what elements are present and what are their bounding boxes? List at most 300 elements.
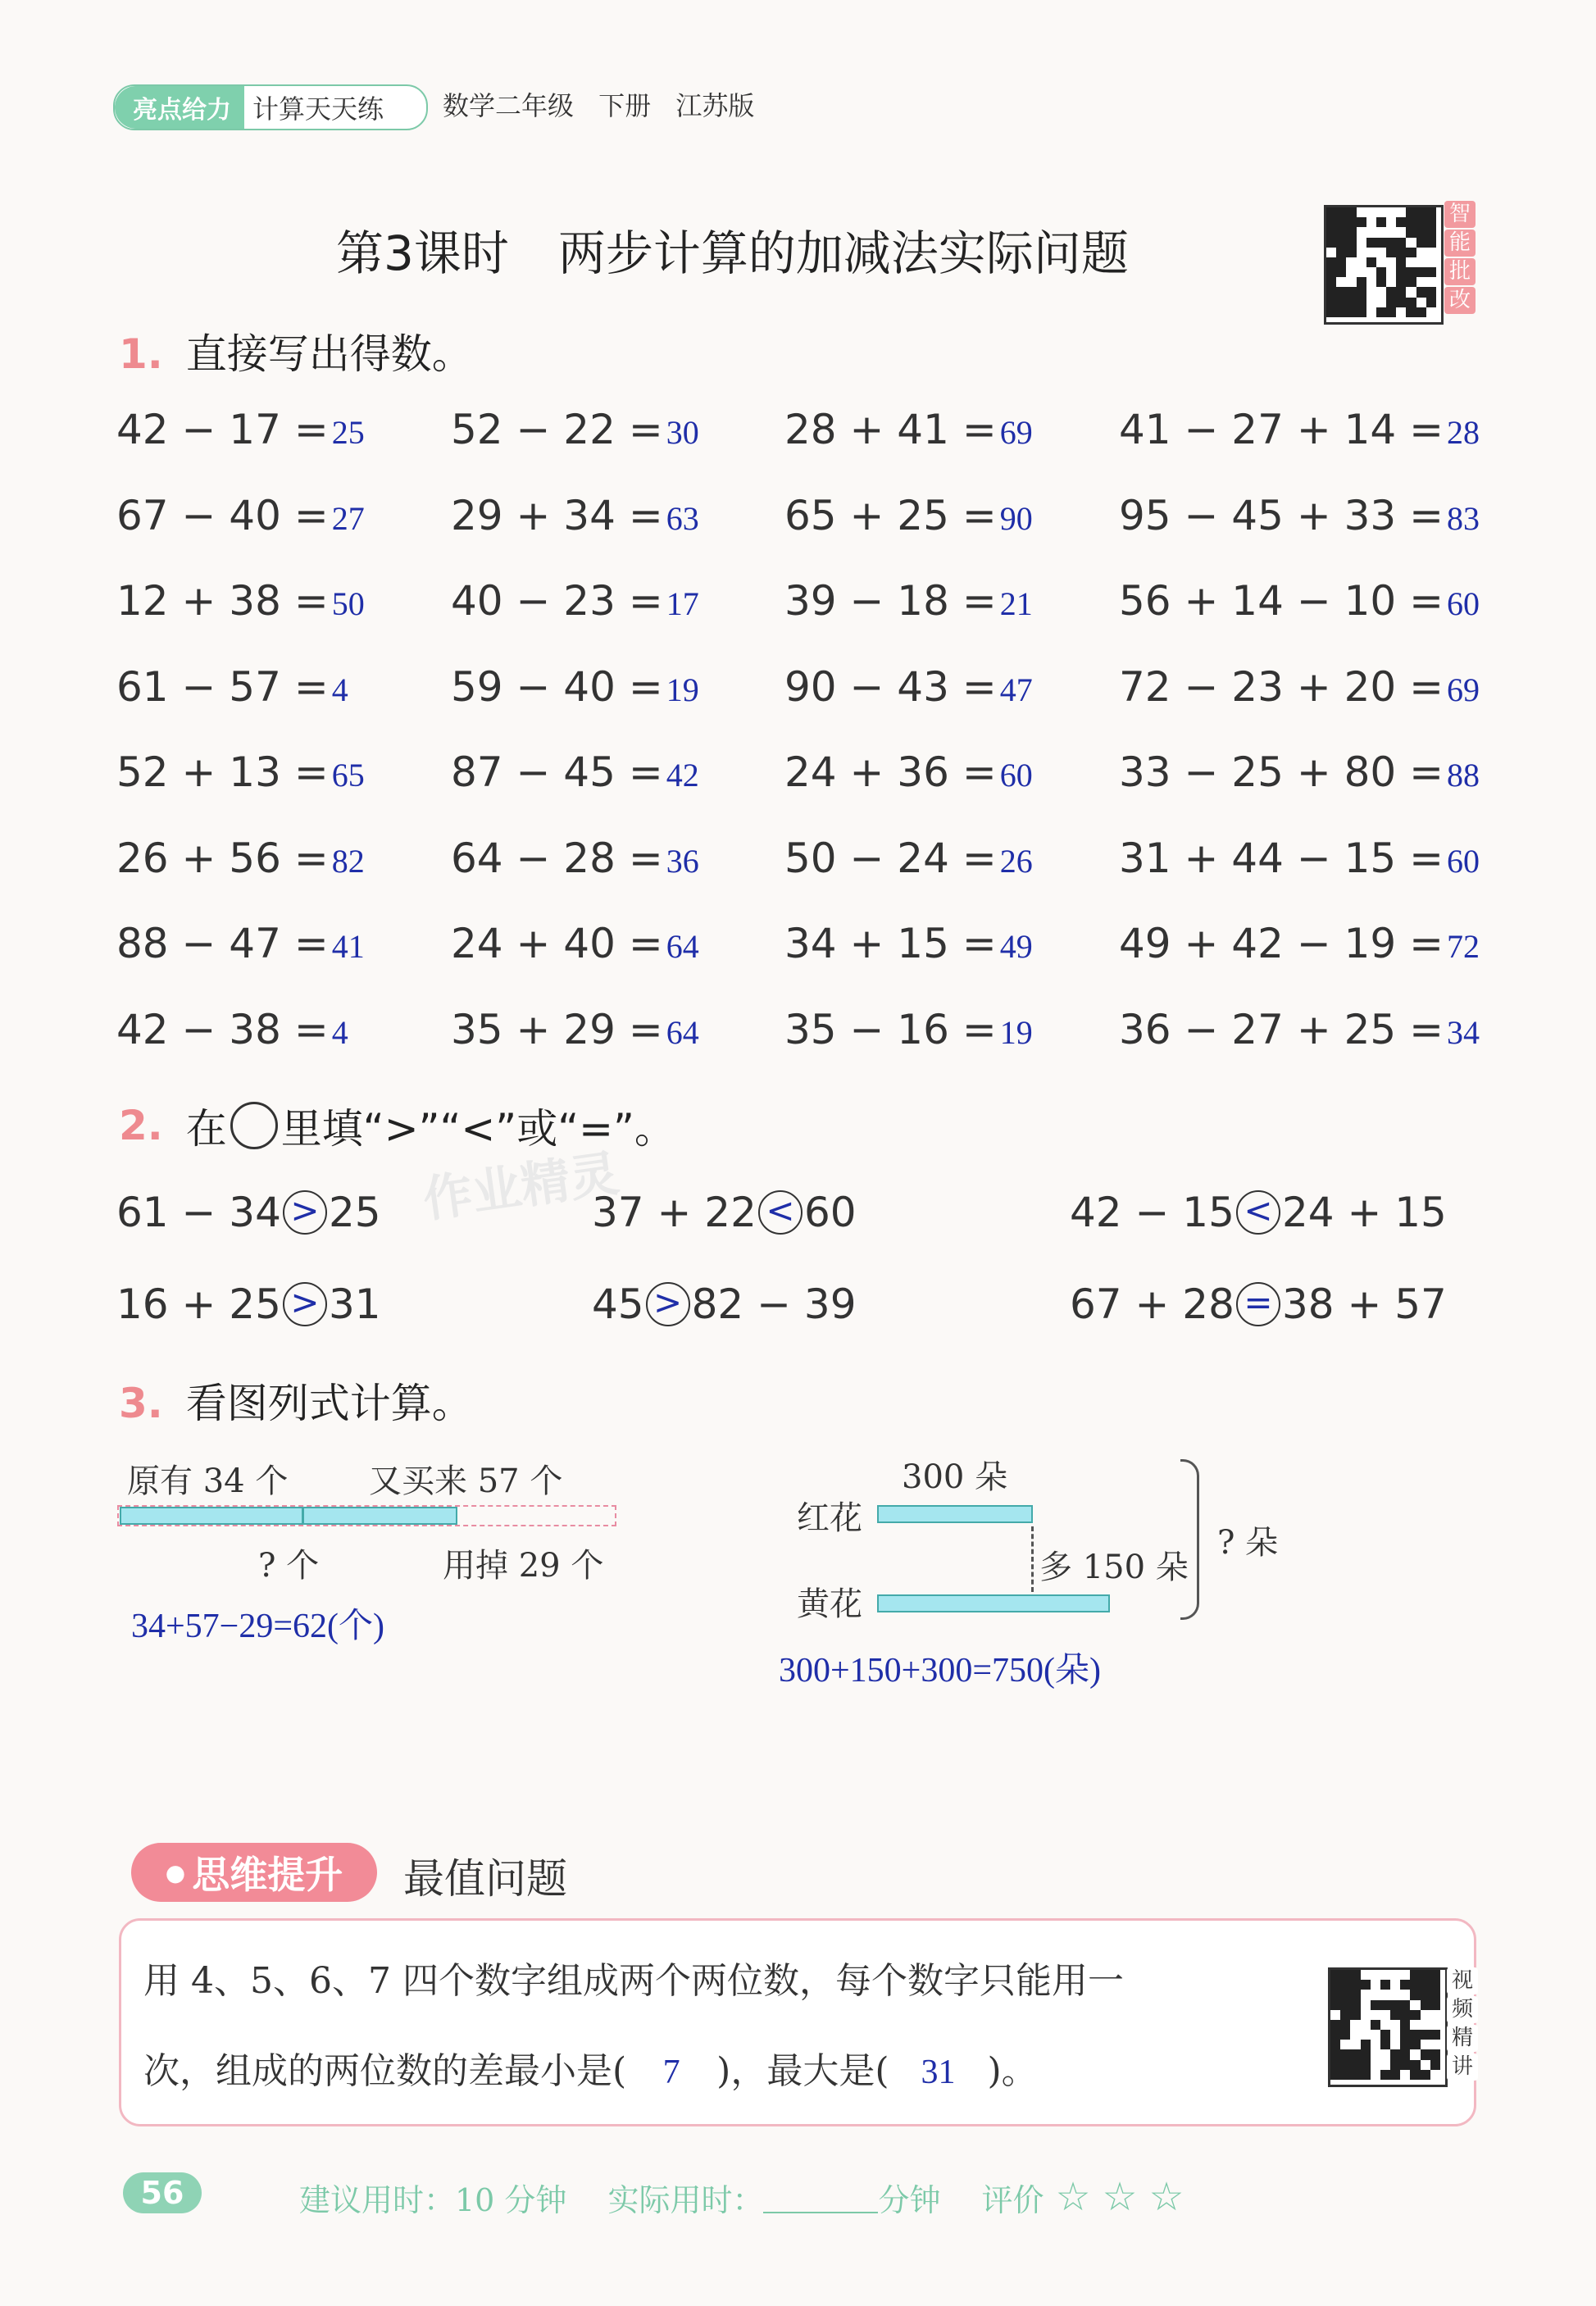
equation-answer[interactable]: 41 — [331, 928, 365, 965]
qr-module — [1376, 307, 1386, 317]
qr-module — [1386, 298, 1396, 307]
qr-module — [1366, 257, 1376, 267]
qr-module — [1357, 217, 1366, 227]
qr-module — [1416, 227, 1426, 237]
qr-module — [1406, 307, 1416, 317]
footer-actual-blank[interactable] — [763, 2181, 878, 2213]
qr-module — [1400, 2060, 1410, 2070]
comparison-circle[interactable]: > — [283, 1190, 327, 1235]
equation-answer[interactable]: 69 — [1447, 671, 1480, 708]
equation — [784, 577, 1033, 625]
equation-expr: 95 − 45 + 33 = — [1119, 491, 1444, 539]
equation-expr: 64 − 28 = — [451, 834, 663, 882]
qr-module — [1421, 2000, 1430, 2010]
qr-module — [1361, 2060, 1371, 2070]
qr-module — [1410, 1990, 1420, 1999]
qr-module — [1390, 2060, 1400, 2070]
equation-expr: 87 − 45 = — [451, 748, 663, 796]
qr-module — [1361, 2040, 1371, 2049]
qr-module — [1346, 238, 1356, 248]
qr-module — [1336, 227, 1346, 237]
section1-title — [119, 321, 473, 380]
equation — [1119, 492, 1480, 539]
comparison-circle[interactable]: > — [646, 1282, 690, 1326]
qr-module — [1416, 207, 1426, 217]
equation-answer[interactable]: 47 — [999, 671, 1033, 708]
equation-answer[interactable]: 42 — [666, 757, 699, 794]
qr-module — [1426, 207, 1436, 217]
fig2-top: 300 朵 — [902, 1458, 1008, 1496]
footer-rate: 评价 — [981, 2181, 1044, 2218]
fig1-bar-original — [120, 1507, 303, 1525]
qr-module — [1421, 1980, 1430, 1990]
qr-module — [1350, 2070, 1360, 2080]
series-label: 计算天天练 — [252, 93, 384, 125]
equation-answer[interactable]: 17 — [666, 585, 699, 622]
qr-tag-char: 频 — [1447, 1996, 1478, 2023]
equation-answer[interactable]: 4 — [331, 1013, 348, 1051]
qr-module — [1371, 2020, 1380, 2030]
equation — [451, 406, 699, 453]
fig2-answer: 300+150+300=750(朵) — [779, 1652, 1102, 1690]
qr-module — [1426, 227, 1436, 237]
qr-module — [1386, 307, 1396, 317]
equation-expr: 88 − 47 = — [116, 920, 329, 967]
qr-module — [1400, 2049, 1410, 2059]
answer-min: 7 — [662, 2054, 680, 2091]
qr-module — [1421, 1990, 1430, 1999]
qr-module — [1340, 1980, 1350, 1990]
qr-module — [1430, 1980, 1440, 1990]
equation-answer[interactable]: 88 — [1447, 757, 1480, 794]
qr-module — [1326, 277, 1336, 287]
equation-answer[interactable]: 60 — [999, 757, 1033, 794]
equation-expr: 59 − 40 = — [451, 662, 663, 711]
qr-module — [1336, 207, 1346, 217]
comparison-circle[interactable]: < — [758, 1190, 803, 1235]
thinking-badge — [131, 1843, 377, 1902]
qr-module — [1346, 227, 1356, 237]
equation — [784, 835, 1033, 882]
equation-expr: 42 − 17 = — [116, 406, 329, 453]
qr-module — [1326, 227, 1336, 237]
qr-module — [1406, 207, 1416, 217]
qr-module — [1410, 2030, 1420, 2040]
comparison-circle[interactable]: > — [283, 1282, 327, 1326]
star-icon[interactable]: ☆ — [1055, 2174, 1091, 2220]
equation-answer[interactable]: 60 — [1447, 842, 1480, 880]
qr-module — [1396, 277, 1406, 287]
qr-module — [1340, 1970, 1350, 1980]
qr-module — [1340, 2070, 1350, 2080]
equation-answer[interactable]: 82 — [331, 842, 365, 880]
comparison-right: 24 + 15 — [1281, 1189, 1447, 1236]
qr-module — [1336, 267, 1346, 277]
qr-module — [1340, 2020, 1350, 2030]
equation-answer[interactable]: 4 — [331, 671, 348, 708]
qr-module — [1357, 307, 1366, 317]
equation-expr: 12 + 38 = — [116, 577, 329, 625]
equation-answer[interactable]: 30 — [666, 414, 699, 451]
comparison-right: 25 — [328, 1189, 381, 1236]
qr-module — [1410, 2010, 1420, 2020]
star-icon[interactable]: ☆ — [1148, 2174, 1184, 2220]
qr-module — [1357, 277, 1366, 287]
qr-module — [1426, 217, 1436, 227]
equation — [116, 748, 365, 796]
watermark: 作业精灵 — [419, 1144, 623, 1230]
comparison-circle[interactable]: = — [1236, 1282, 1280, 1326]
qr-module — [1406, 227, 1416, 237]
equation-answer[interactable]: 65 — [331, 757, 365, 794]
qr-module — [1386, 287, 1396, 297]
equation-expr: 28 + 41 = — [784, 406, 997, 453]
comparison-right: 82 − 39 — [691, 1280, 857, 1328]
qr-module — [1350, 1990, 1360, 1999]
qr-module — [1426, 298, 1436, 307]
qr-tag-char: 改 — [1444, 287, 1476, 314]
qr-module — [1326, 257, 1336, 267]
qr-module — [1386, 248, 1396, 257]
equation — [451, 1006, 699, 1053]
qr-module — [1396, 248, 1406, 257]
equation — [116, 1006, 348, 1053]
equation-expr: 42 − 38 = — [116, 1005, 329, 1053]
qr-module — [1336, 298, 1346, 307]
qr-module — [1410, 2060, 1420, 2070]
qr-module — [1361, 2049, 1371, 2059]
equation — [784, 663, 1033, 711]
circle-icon — [230, 1102, 278, 1149]
equation — [1119, 835, 1480, 882]
equation-expr: 34 + 15 = — [784, 920, 997, 967]
qr-module — [1410, 2070, 1420, 2080]
equation-answer[interactable]: 60 — [1447, 585, 1480, 622]
equation-expr: 33 − 25 + 80 = — [1119, 748, 1444, 796]
equation-expr: 31 + 44 − 15 = — [1119, 834, 1444, 882]
qr-module — [1330, 2000, 1340, 2010]
equation — [784, 492, 1033, 539]
equation-expr: 50 − 24 = — [784, 834, 997, 882]
equation — [451, 663, 699, 711]
thinking-line2-a: 次，组成的两位数的差最小是( — [143, 2050, 627, 2092]
equation — [1119, 663, 1480, 711]
qr-module — [1350, 2010, 1360, 2020]
qr-module — [1336, 307, 1346, 317]
comparison — [116, 1189, 381, 1238]
fig1-answer: 34+57−29=62(个) — [131, 1608, 385, 1645]
qr-module — [1396, 238, 1406, 248]
comparison-left: 37 + 22 — [592, 1189, 757, 1236]
qr-module — [1380, 2000, 1390, 2010]
qr-module — [1350, 1970, 1360, 1980]
thinking-line1: 用 4、5、6、7 四个数字组成两个两位数，每个数字只能用一 — [143, 1960, 1124, 2002]
equation-answer[interactable]: 64 — [666, 1013, 699, 1051]
qr-module — [1330, 1970, 1340, 1980]
qr-module — [1400, 2020, 1410, 2030]
qr-module — [1376, 267, 1386, 277]
fig2-total: ? 朵 — [1217, 1524, 1279, 1562]
qr-module — [1326, 207, 1336, 217]
qr-tag-char: 讲 — [1447, 2054, 1478, 2081]
fig1-top-left: 原有 34 个 — [127, 1462, 289, 1500]
qr-code-video-icon[interactable] — [1328, 1967, 1448, 2087]
section2-num: 2. — [119, 1102, 163, 1149]
qr-tag-video — [1447, 1967, 1478, 2081]
section2-text-a: 在 — [185, 1105, 227, 1153]
qr-module — [1340, 2030, 1350, 2040]
equation-answer[interactable]: 27 — [331, 499, 365, 537]
qr-module — [1326, 217, 1336, 227]
equation — [116, 920, 365, 967]
equation — [451, 577, 699, 625]
equation — [1119, 577, 1480, 625]
comparison — [1070, 1189, 1447, 1238]
qr-module — [1330, 2060, 1340, 2070]
qr-module — [1336, 257, 1346, 267]
equation-answer[interactable]: 21 — [999, 585, 1033, 622]
thinking-line2 — [143, 2041, 1038, 2094]
qr-module — [1426, 287, 1436, 297]
equation — [451, 835, 699, 882]
equation — [1119, 920, 1480, 967]
fig1-bottom-right: 用掉 29 个 — [443, 1547, 604, 1585]
qr-module — [1396, 298, 1406, 307]
qr-module — [1430, 2030, 1440, 2040]
qr-tag-smart — [1444, 201, 1476, 314]
footer-actual: 实际用时： — [607, 2181, 764, 2218]
qr-module — [1346, 217, 1356, 227]
footer-bar — [299, 2174, 1184, 2220]
qr-module — [1336, 287, 1346, 297]
qr-module — [1410, 1980, 1420, 1990]
comparison — [116, 1280, 381, 1330]
qr-module — [1406, 277, 1416, 287]
section3-title — [119, 1371, 473, 1430]
comparison — [592, 1189, 857, 1238]
equation-answer[interactable]: 64 — [666, 928, 699, 965]
thinking-line2-c: )。 — [987, 2050, 1038, 2092]
qr-module — [1400, 2040, 1410, 2049]
equation — [1119, 406, 1480, 453]
qr-module — [1340, 2000, 1350, 2010]
qr-module — [1366, 238, 1376, 248]
qr-module — [1326, 267, 1336, 277]
qr-module — [1361, 2070, 1371, 2080]
qr-module — [1421, 2049, 1430, 2059]
equation-expr: 26 + 56 = — [116, 834, 329, 882]
qr-module — [1390, 2049, 1400, 2059]
qr-module — [1326, 238, 1336, 248]
comparison-left: 67 + 28 — [1070, 1280, 1235, 1328]
qr-module — [1346, 207, 1356, 217]
equation-expr: 67 − 40 = — [116, 491, 329, 539]
qr-module — [1406, 248, 1416, 257]
equation-expr: 49 + 42 − 19 = — [1119, 920, 1444, 967]
comparison-right: 38 + 57 — [1281, 1280, 1447, 1328]
qr-module — [1330, 2020, 1340, 2030]
section3-num: 3. — [119, 1380, 163, 1427]
lesson-name: 两步计算的加减法实际问题 — [557, 225, 1129, 281]
footer-suggest: 建议用时：10 分钟 — [299, 2181, 567, 2218]
qr-module — [1430, 1990, 1440, 1999]
qr-module — [1340, 1990, 1350, 1999]
equation-answer[interactable]: 72 — [1447, 928, 1480, 965]
qr-module — [1416, 287, 1426, 297]
thinking-badge-label: 思维提升 — [192, 1853, 343, 1897]
qr-module — [1357, 298, 1366, 307]
equation — [451, 492, 699, 539]
dot-icon: ● — [165, 1858, 186, 1886]
equation — [1119, 1006, 1480, 1053]
equation-answer[interactable]: 28 — [1447, 414, 1480, 451]
qr-module — [1421, 1970, 1430, 1980]
header-pill — [113, 84, 428, 130]
qr-module — [1330, 2049, 1340, 2059]
qr-module — [1400, 1980, 1410, 1990]
qr-module — [1406, 217, 1416, 227]
comparison-right: 60 — [803, 1189, 857, 1236]
qr-module — [1346, 307, 1356, 317]
equation-answer[interactable]: 49 — [999, 928, 1033, 965]
footer-unit: 分钟 — [878, 2181, 941, 2218]
comparison — [1070, 1280, 1447, 1330]
equation — [116, 835, 365, 882]
qr-module — [1330, 1980, 1340, 1990]
qr-module — [1340, 2049, 1350, 2059]
fig1-top-right: 又买来 57 个 — [369, 1462, 563, 1500]
fig2-yellow-label: 黄花 — [797, 1585, 862, 1623]
qr-module — [1416, 307, 1426, 317]
qr-module — [1400, 2030, 1410, 2040]
lesson-title — [336, 215, 1279, 284]
qr-code-icon[interactable] — [1324, 205, 1444, 325]
qr-module — [1326, 298, 1336, 307]
equation-answer[interactable]: 25 — [331, 414, 365, 451]
qr-module — [1330, 2030, 1340, 2040]
equation-expr: 52 + 13 = — [116, 748, 329, 796]
equation-answer[interactable]: 69 — [999, 414, 1033, 451]
qr-module — [1376, 217, 1386, 227]
equation — [784, 748, 1033, 796]
equation-answer[interactable]: 36 — [666, 842, 699, 880]
qr-module — [1380, 2030, 1390, 2040]
equation-answer[interactable]: 19 — [999, 1013, 1033, 1051]
fig2-red-label: 红花 — [797, 1499, 862, 1537]
equation-expr: 72 − 23 + 20 = — [1119, 662, 1444, 711]
section1-num: 1. — [119, 330, 163, 378]
equation — [116, 663, 348, 711]
equation — [784, 406, 1033, 453]
thinking-topic: 最值问题 — [403, 1855, 567, 1903]
fig2-diff-marker — [1031, 1526, 1034, 1592]
equation-expr: 41 − 27 + 14 = — [1119, 406, 1444, 453]
equation-expr: 39 − 18 = — [784, 577, 997, 625]
qr-module — [1336, 217, 1346, 227]
qr-module — [1410, 1970, 1420, 1980]
thinking-line2-b: )，最大是( — [716, 2050, 889, 2092]
qr-module — [1326, 307, 1336, 317]
equation-expr: 35 + 29 = — [451, 1005, 663, 1053]
qr-module — [1396, 267, 1406, 277]
qr-module — [1350, 1980, 1360, 1990]
book-info: 数学二年级 下册 江苏版 — [443, 90, 755, 121]
qr-module — [1410, 2040, 1420, 2049]
qr-module — [1430, 2000, 1440, 2010]
equation-answer[interactable]: 83 — [1447, 499, 1480, 537]
equation-expr: 29 + 34 = — [451, 491, 663, 539]
qr-module — [1361, 1980, 1371, 1990]
qr-module — [1380, 1980, 1390, 1990]
qr-module — [1336, 238, 1346, 248]
star-icon[interactable]: ☆ — [1102, 2174, 1138, 2220]
equation-expr: 56 + 14 − 10 = — [1119, 577, 1444, 625]
qr-module — [1350, 2049, 1360, 2059]
equation-answer[interactable]: 50 — [331, 585, 365, 622]
qr-tag-char: 批 — [1444, 258, 1476, 285]
qr-module — [1330, 2040, 1340, 2049]
qr-module — [1430, 2049, 1440, 2059]
equation-expr: 61 − 57 = — [116, 662, 329, 711]
section1-text: 直接写出得数。 — [185, 330, 473, 378]
qr-module — [1416, 267, 1426, 277]
fig2-diff: 多 150 朵 — [1039, 1549, 1189, 1586]
equation-expr: 65 + 25 = — [784, 491, 997, 539]
qr-module — [1400, 2010, 1410, 2020]
qr-module — [1376, 238, 1386, 248]
comparison-circle[interactable]: < — [1236, 1190, 1280, 1235]
qr-tag-char: 智 — [1444, 201, 1476, 228]
equation-expr: 24 + 36 = — [784, 748, 997, 796]
qr-module — [1396, 287, 1406, 297]
comparison — [592, 1280, 857, 1330]
equation-answer[interactable]: 34 — [1447, 1013, 1480, 1051]
equation — [116, 406, 365, 453]
equation-answer[interactable]: 90 — [999, 499, 1033, 537]
fig2-brace — [1180, 1459, 1199, 1620]
qr-module — [1390, 2000, 1400, 2010]
qr-module — [1426, 238, 1436, 248]
qr-module — [1386, 238, 1396, 248]
qr-module — [1390, 2010, 1400, 2020]
fig1-bottom-left: ? 个 — [258, 1547, 320, 1585]
qr-module — [1376, 277, 1386, 287]
qr-module — [1416, 217, 1426, 227]
equation-answer[interactable]: 19 — [666, 671, 699, 708]
fig2-bar-yellow — [877, 1594, 1110, 1612]
fig2-bar-red — [877, 1505, 1033, 1523]
qr-tag-char: 视 — [1447, 1967, 1478, 1994]
thinking-box — [119, 1918, 1476, 2126]
equation — [451, 748, 699, 796]
qr-module — [1350, 2000, 1360, 2010]
qr-module — [1346, 287, 1356, 297]
qr-module — [1426, 267, 1436, 277]
qr-module — [1406, 267, 1416, 277]
equation-answer[interactable]: 26 — [999, 842, 1033, 880]
equation-answer[interactable]: 63 — [666, 499, 699, 537]
qr-module — [1430, 2060, 1440, 2070]
equation — [116, 492, 365, 539]
equation — [784, 920, 1033, 967]
lesson-label: 第3课时 — [336, 225, 509, 281]
equation — [784, 1006, 1033, 1053]
equation-expr: 40 − 23 = — [451, 577, 663, 625]
qr-module — [1380, 2040, 1390, 2049]
page-number: 56 — [123, 2172, 202, 2213]
equation-expr: 35 − 16 = — [784, 1005, 997, 1053]
fig1-bar-bought — [302, 1507, 457, 1525]
